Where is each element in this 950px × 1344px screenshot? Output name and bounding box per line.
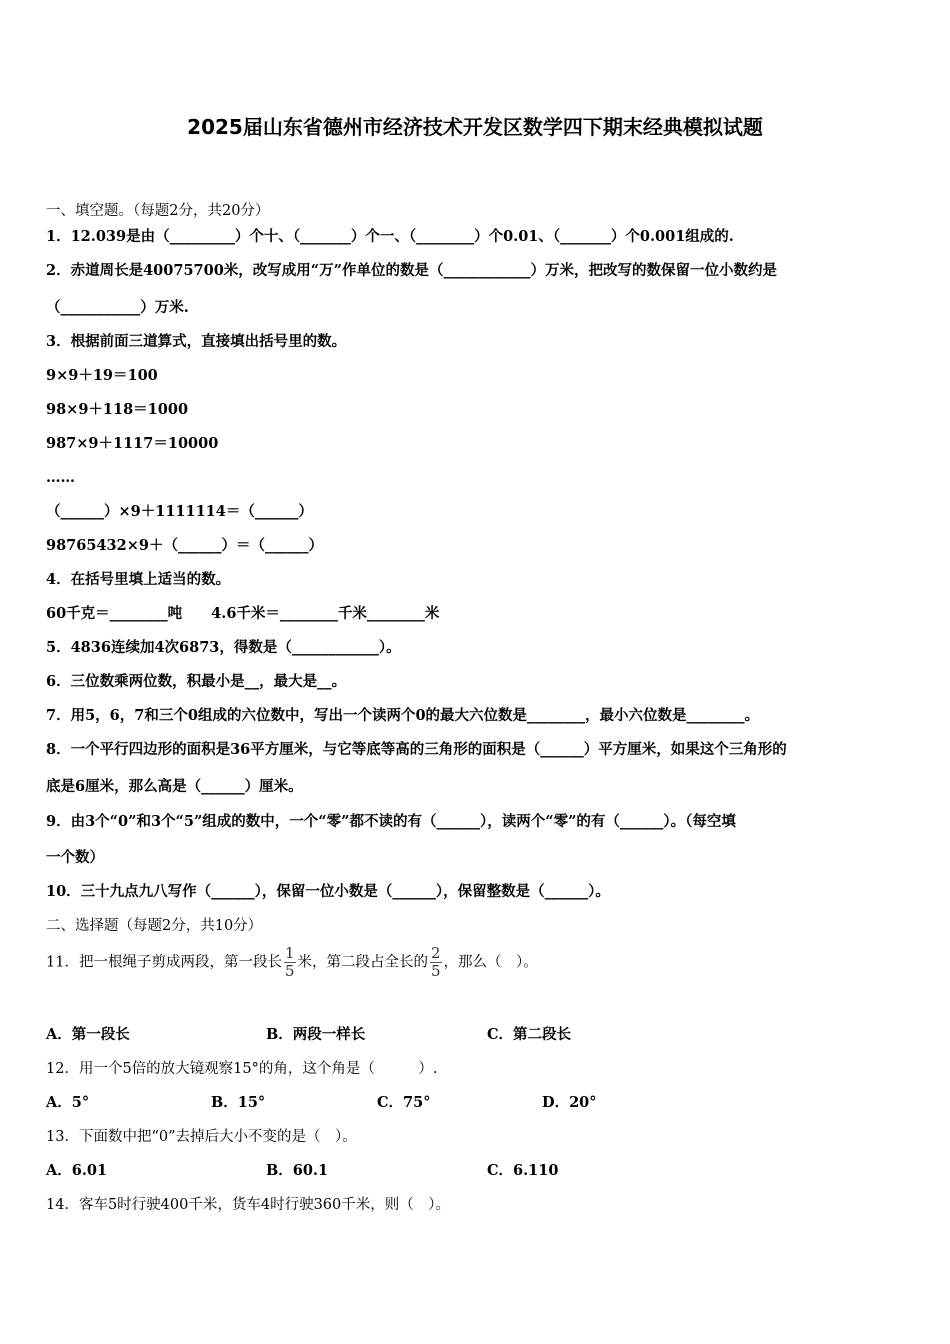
question-11-option-a: A．第一段长	[46, 1026, 130, 1043]
question-10: 10．三十九点九八写作（______），保留一位小数是（______），保留整数是（______）。	[46, 883, 610, 900]
fraction-denominator: 5	[431, 962, 441, 980]
section-heading-multiple-choice: 二、选择题（每题2分，共10分）	[46, 918, 263, 934]
question-2-line-2: （___________）万米.	[46, 299, 189, 316]
question-13-option-b: B．60.1	[266, 1162, 329, 1179]
question-11-text-2: 米，第二段占全长的	[297, 954, 428, 971]
question-12-option-b: B．15°	[211, 1094, 266, 1111]
question-12-option-d: D．20°	[542, 1094, 597, 1111]
question-3-equation-3: 987×9＋1117＝10000	[46, 435, 219, 452]
question-3-ellipsis: ……	[46, 469, 75, 486]
question-5: 5．4836连续加4次6873，得数是（____________）。	[46, 639, 401, 656]
fraction-one-fifth	[284, 945, 296, 980]
question-1: 1．12.039是由（_________）个十、（_______）个一、（________）个0.01、（_______）个0.001组成的.	[46, 228, 734, 245]
question-3-equation-1: 9×9＋19＝100	[46, 367, 158, 384]
page-title: 2025届山东省德州市经济技术开发区数学四下期末经典模拟试题	[187, 115, 763, 139]
fraction-numerator: 1	[284, 944, 295, 962]
question-12-option-a: A．5°	[46, 1094, 90, 1111]
section-heading-fill-blank: 一、填空题。（每题2分，共20分）	[46, 203, 270, 219]
question-11-option-b: B．两段一样长	[266, 1026, 366, 1043]
question-8-line-1: 8．一个平行四边形的面积是36平方厘米，与它等底等高的三角形的面积是（______）平方厘米，如果这个三角形的	[46, 741, 787, 758]
question-4-blanks: 60千克＝________吨 4.6千米＝________千米________米	[46, 605, 440, 622]
question-6: 6．三位数乘两位数，积最小是__，最大是__。	[46, 673, 347, 690]
question-11-text-1: 11．把一根绳子剪成两段，第一段长	[46, 954, 282, 971]
question-3: 3．根据前面三道算式，直接填出括号里的数。	[46, 333, 347, 350]
question-11-option-c: C．第二段长	[487, 1026, 572, 1043]
question-9-line-2: 一个数）	[46, 849, 104, 866]
question-13-option-a: A．6.01	[46, 1162, 108, 1179]
question-11	[46, 945, 538, 980]
question-7: 7．用5，6，7和三个0组成的六位数中，写出一个读两个0的最大六位数是________，最小六位数是________。	[46, 707, 760, 724]
fraction-numerator: 2	[431, 944, 441, 962]
question-3-equation-2: 98×9＋118＝1000	[46, 401, 189, 418]
question-3-blank-2: 98765432×9＋（______）＝（______）	[46, 537, 323, 554]
question-8-line-2: 底是6厘米，那么高是（______）厘米。	[46, 778, 303, 795]
question-14: 14．客车5时行驶400千米，货车4时行驶360千米，则（ ）。	[46, 1197, 451, 1213]
question-9-line-1: 9．由3个“0”和3个“5”组成的数中，一个“零”都不读的有（______），读两个“零”的有（______）。（每空填	[46, 813, 736, 830]
fraction-two-fifths	[430, 945, 442, 980]
question-4: 4．在括号里填上适当的数。	[46, 571, 231, 588]
question-13: 13．下面数中把“0”去掉后大小不变的是（ ）。	[46, 1129, 357, 1145]
question-3-blank-1: （______）×9＋1111114＝（______）	[46, 503, 313, 520]
question-11-text-3: ，那么（ ）。	[443, 954, 538, 971]
question-2-line-1: 2．赤道周长是40075700米，改写成用“万”作单位的数是（____________）万米，把改写的数保留一位小数约是	[46, 262, 777, 279]
question-13-option-c: C．6.110	[487, 1162, 559, 1179]
question-12-option-c: C．75°	[377, 1094, 431, 1111]
question-12: 12．用一个5倍的放大镜观察15°的角，这个角是（ ）.	[46, 1061, 438, 1077]
fraction-denominator: 5	[284, 962, 295, 980]
